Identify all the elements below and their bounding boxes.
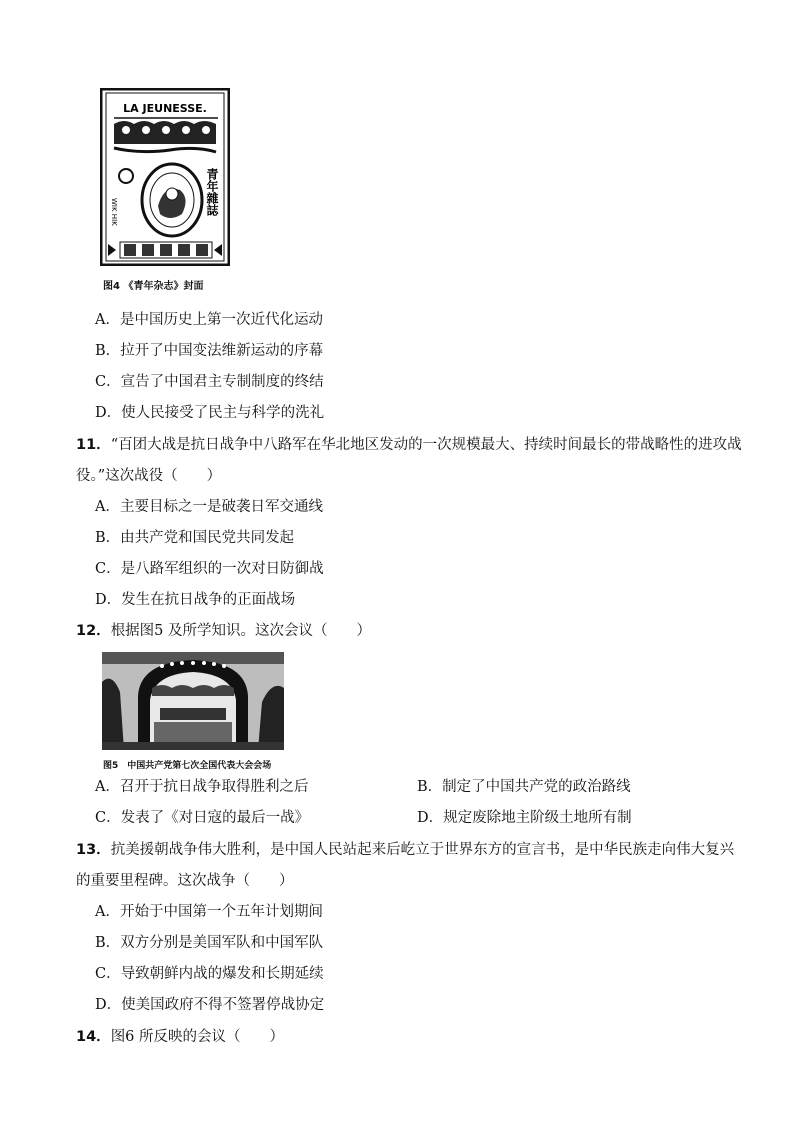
q11-stem-line2: 役。”这次战役（ ） (76, 468, 222, 484)
q13-option-d: D．使美国政府不得不签署停战协定 (95, 997, 325, 1013)
figure-5-caption: 图5 中国共产党第七次全国代表大会会场 (103, 761, 272, 771)
cover-side-text: 青年雜誌 (205, 168, 219, 216)
q11-number: 11． (76, 437, 111, 453)
figure-5-image (102, 652, 284, 750)
q14-stem: 14．图6 所反映的会议（ ） (76, 1029, 285, 1045)
q10-option-d: D．使人民接受了民主与科学的洗礼 (95, 405, 325, 421)
q14-number: 14． (76, 1029, 111, 1045)
svg-text:WIK HIK: WIK HIK (110, 198, 118, 226)
cover-title: LA JEUNESSE. (123, 102, 207, 115)
q12-option-d: D．规定废除地主阶级土地所有制 (417, 810, 632, 826)
q12-option-a: A．召开于抗日战争取得胜利之后 (95, 779, 309, 795)
q11-option-d: D．发生在抗日战争的正面战场 (95, 592, 296, 608)
q13-number: 13． (76, 842, 111, 858)
q13-option-c: C．导致朝鲜内战的爆发和长期延续 (95, 966, 324, 982)
q12-stem: 12．根据图5 及所学知识。这次会议（ ） (76, 623, 372, 639)
q11-option-c: C．是八路军组织的一次对日防御战 (95, 561, 324, 577)
q13-stem-line2: 的重要里程碑。这次战争（ ） (76, 873, 294, 889)
q11-option-a: A．主要目标之一是破袭日军交通线 (95, 499, 323, 515)
q12-number: 12． (76, 623, 111, 639)
figure-4-image (100, 88, 230, 266)
q13-option-b: B．双方分别是美国军队和中国军队 (95, 935, 324, 951)
q10-option-a: A．是中国历史上第一次近代化运动 (95, 312, 323, 328)
q13-stem-line1: 13．抗美援朝战争伟大胜利，是中国人民站起来后屹立于世界东方的宣言书，是中华民族走向伟大复兴 (76, 842, 735, 858)
q11-option-b: B．由共产党和国民党共同发起 (95, 530, 295, 546)
q11-stem-line1: 11．“百团大战是抗日战争中八路军在华北地区发动的一次规模最大、持续时间最长的带战略性的进攻战 (76, 437, 742, 453)
q12-option-b: B．制定了中国共产党的政治路线 (417, 779, 631, 795)
q13-option-a: A．开始于中国第一个五年计划期间 (95, 904, 323, 920)
q10-option-b: B．拉开了中国变法维新运动的序幕 (95, 343, 324, 359)
q12-option-c: C．发表了《对日寇的最后一战》 (95, 810, 310, 826)
figure-4-caption: 图4 《青年杂志》封面 (103, 281, 204, 292)
q10-option-c: C．宣告了中国君主专制制度的终结 (95, 374, 324, 390)
